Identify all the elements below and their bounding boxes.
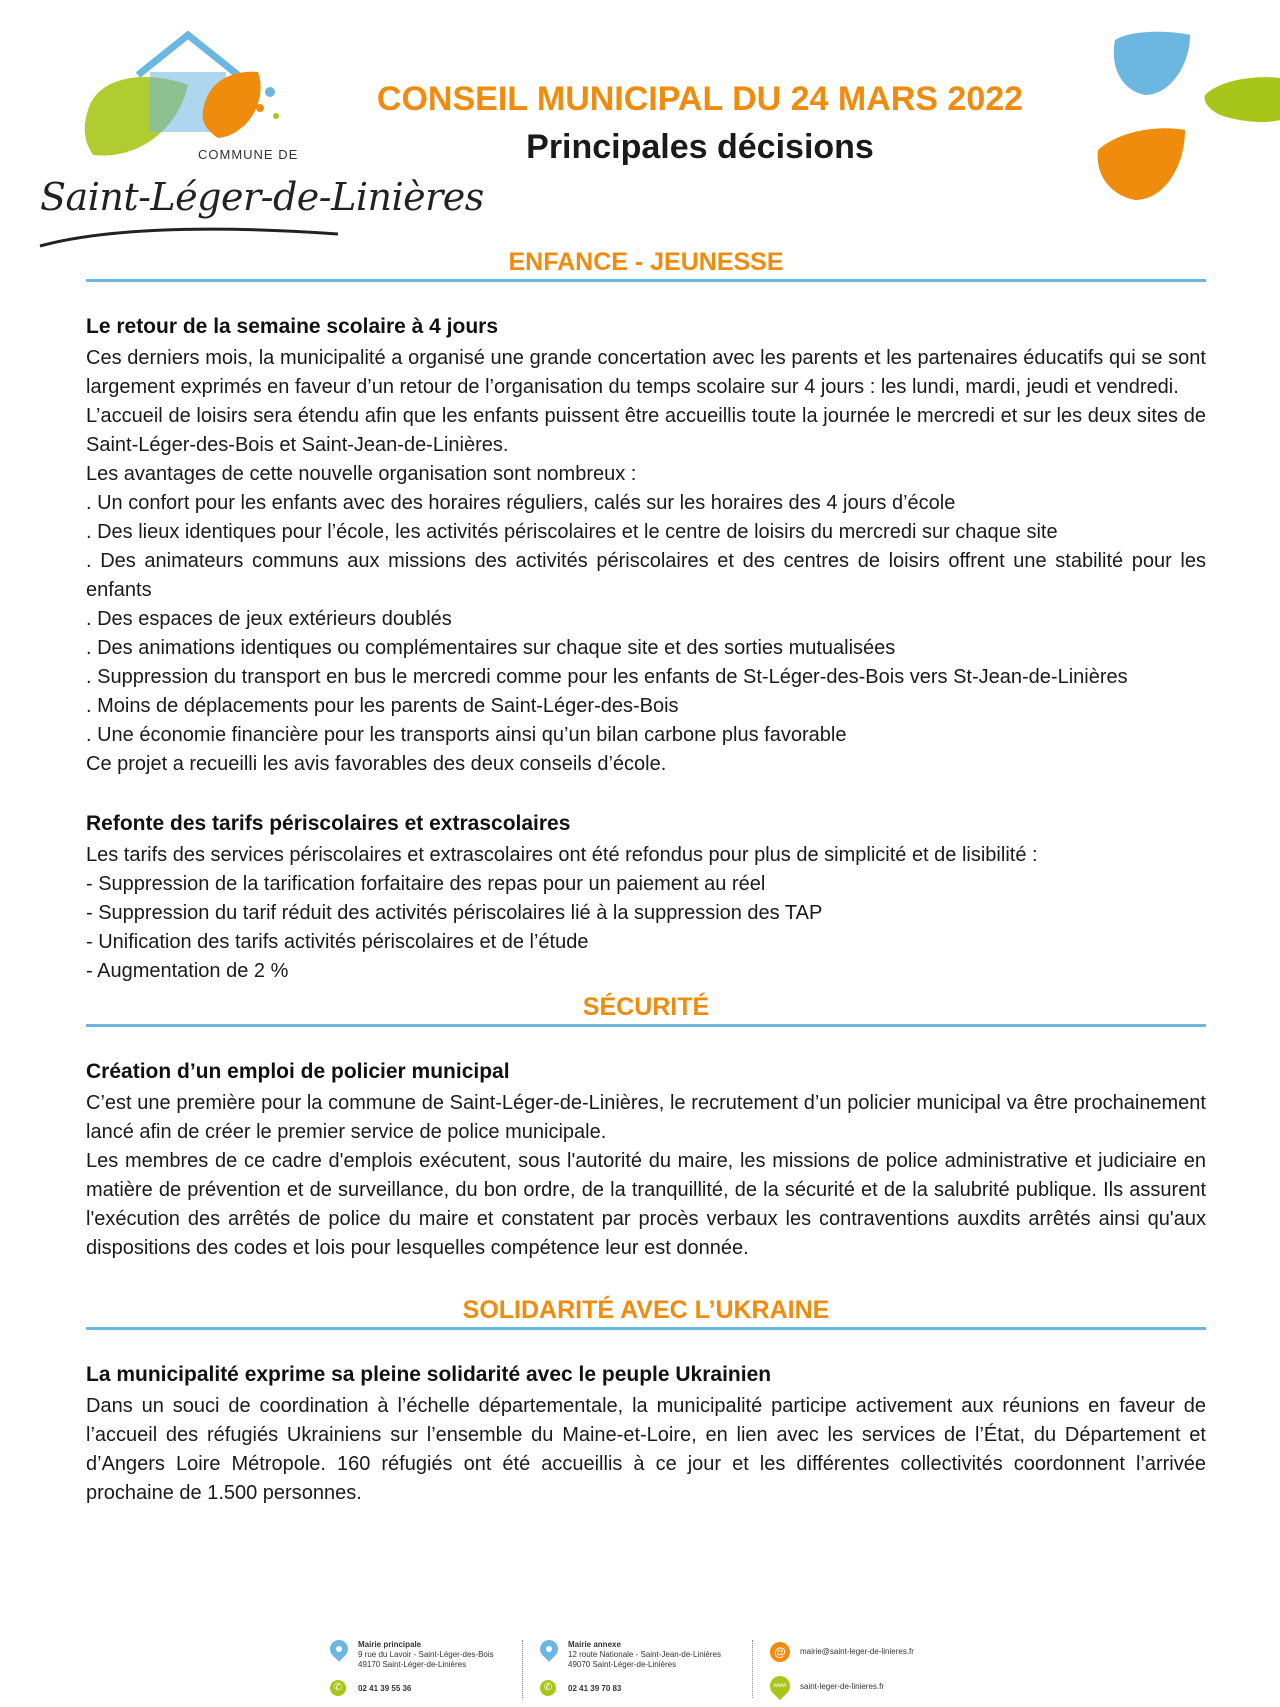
footer-main-title: Mairie principale bbox=[358, 1640, 422, 1649]
section-title: SOLIDARITÉ AVEC L’UKRAINE bbox=[462, 1296, 830, 1324]
content-block bbox=[86, 312, 1206, 779]
block-paragraph: Ces derniers mois, la municipalité a organisé une grande concertation avec les parents et les partenaires éducatifs qui se sont largement exprimés en faveur d’un retour de l’organisation du temps scolaire sur 4 jours : les lundi, mardi, jeudi et vendredi. bbox=[86, 347, 1206, 398]
block-paragraph: C’est une première pour la commune de Saint-Léger-de-Linières, le recrutement d’un policier municipal va être prochainement lancé afin de créer le premier service de police municipale. bbox=[86, 1092, 1206, 1143]
page-subtitle: Principales décisions bbox=[526, 128, 874, 166]
block-paragraph: Les tarifs des services périscolaires et extrascolaires ont été refondus pour plus de simplicité et de lisibilité : bbox=[86, 844, 1038, 866]
footer-annex-address: 12 route Nationale - Saint-Jean-de-Linières bbox=[568, 1650, 721, 1659]
location-pin-icon bbox=[326, 1636, 351, 1661]
footer-main-city: 49170 Saint-Léger-de-Linières bbox=[358, 1660, 467, 1669]
phone-icon: ✆ bbox=[330, 1680, 346, 1696]
block-paragraph: . Des animateurs communs aux missions des activités périscolaires et des centres de loisirs offrent une stabilité pour les enfants bbox=[86, 550, 1206, 601]
content-block bbox=[86, 1360, 1206, 1508]
block-paragraph: . Une économie financière pour les transports ainsi qu’un bilan carbone plus favorable bbox=[86, 724, 847, 746]
block-paragraph: . Des lieux identiques pour l’école, les activités périscolaires et le centre de loisirs du mercredi sur chaque site bbox=[86, 521, 1058, 543]
block-heading: Création d’un emploi de policier municipal bbox=[86, 1060, 510, 1083]
section-divider bbox=[86, 1327, 1206, 1330]
logo-town-name: Saint-Léger-de-Linières bbox=[40, 175, 484, 219]
logo-commune-de: COMMUNE DE bbox=[198, 147, 299, 162]
footer-email-link[interactable]: mairie@saint-leger-de-linieres.fr bbox=[800, 1647, 914, 1656]
footer-main-phone[interactable]: 02 41 39 55 36 bbox=[358, 1684, 412, 1693]
footer-annex-office bbox=[540, 1640, 740, 1700]
page-title: CONSEIL MUNICIPAL DU 24 MARS 2022 bbox=[376, 80, 1024, 118]
main-content bbox=[86, 245, 1206, 1538]
footer-website-link[interactable]: saint-leger-de-linieres.fr bbox=[800, 1682, 885, 1691]
decorative-drops bbox=[1060, 0, 1280, 220]
footer-annex-phone[interactable]: 02 41 39 70 83 bbox=[568, 1684, 622, 1693]
footer-divider bbox=[752, 1640, 753, 1698]
block-paragraph: . Moins de déplacements pour les parents de Saint-Léger-des-Bois bbox=[86, 695, 679, 717]
section-title: ENFANCE - JEUNESSE bbox=[508, 248, 784, 276]
footer bbox=[330, 1640, 970, 1700]
block-heading: Refonte des tarifs périscolaires et extrascolaires bbox=[86, 812, 571, 835]
section-divider bbox=[86, 1024, 1206, 1027]
block-paragraph: - Augmentation de 2 % bbox=[86, 960, 289, 982]
block-paragraph: Dans un souci de coordination à l’échelle départementale, la municipalité participe activement aux réunions en faveur de l’accueil des réfugiés Ukrainiens sur l’ensemble du Maine-et-Loire, en lien avec les services de l’État, du Département et d’Angers Loire Métropole. 160 réfugiés ont été accueillis à ce jour et les différentes collectivités coordonnent l’arrivée prochaine de 1.500 personnes. bbox=[86, 1395, 1206, 1504]
block-paragraph: . Des animations identiques ou complémentaires sur chaque site et des sorties mutualisées bbox=[86, 637, 896, 659]
content-block bbox=[86, 1057, 1206, 1263]
block-paragraph: . Un confort pour les enfants avec des horaires réguliers, calés sur les horaires des 4 jours d’école bbox=[86, 492, 956, 514]
block-paragraph: Les avantages de cette nouvelle organisation sont nombreux : bbox=[86, 463, 637, 485]
block-heading: La municipalité exprime sa pleine solidarité avec le peuple Ukrainien bbox=[86, 1363, 772, 1386]
commune-logo bbox=[38, 30, 484, 245]
phone-icon: ✆ bbox=[540, 1680, 556, 1696]
footer-divider bbox=[522, 1640, 523, 1698]
footer-annex-city: 49070 Saint-Léger-de-Linières bbox=[568, 1660, 677, 1669]
block-paragraph: - Suppression de la tarification forfaitaire des repas pour un paiement au réel bbox=[86, 873, 766, 895]
email-icon: @ bbox=[770, 1642, 790, 1662]
block-heading: Le retour de la semaine scolaire à 4 jours bbox=[86, 315, 499, 338]
block-paragraph: - Unification des tarifs activités périscolaires et de l’étude bbox=[86, 931, 589, 953]
block-paragraph: . Suppression du transport en bus le mercredi comme pour les enfants de St-Léger-des-Bois vers St-Jean-de-Linières bbox=[86, 666, 1128, 688]
block-paragraph: L’accueil de loisirs sera étendu afin que les enfants puissent être accueillis toute la journée le mercredi et sur les deux sites de Saint-Léger-des-Bois et Saint-Jean-de-Linières. bbox=[86, 405, 1206, 456]
block-paragraph: Les membres de ce cadre d'emplois exécutent, sous l'autorité du maire, les missions de police administrative et judiciaire en matière de prévention et de surveillance, du bon ordre, de la tranquillité, de la sécurité et de la salubrité publique. Ils assurent l'exécution des arrêtés de police du maire et constatent par procès verbaux les contraventions auxdits arrêtés ainsi qu'aux dispositions des codes et lois pour lesquelles compétence leur est donnée. bbox=[86, 1150, 1206, 1259]
footer-main-office bbox=[330, 1640, 530, 1700]
content-block bbox=[86, 809, 1206, 986]
footer-annex-title: Mairie annexe bbox=[568, 1640, 621, 1649]
footer-contact bbox=[770, 1640, 970, 1700]
website-icon bbox=[766, 1672, 794, 1700]
block-paragraph: Ce projet a recueilli les avis favorables des deux conseils d’école. bbox=[86, 753, 667, 775]
footer-main-address: 9 rue du Lavoir - Saint-Léger-des-Bois bbox=[358, 1650, 494, 1659]
section-divider bbox=[86, 279, 1206, 282]
section-title: SÉCURITÉ bbox=[582, 993, 710, 1021]
location-pin-icon bbox=[536, 1636, 561, 1661]
block-paragraph: . Des espaces de jeux extérieurs doublés bbox=[86, 608, 452, 630]
block-paragraph: - Suppression du tarif réduit des activités périscolaires lié à la suppression des TAP bbox=[86, 902, 823, 924]
website-icon-glyph: www bbox=[773, 1683, 787, 1689]
